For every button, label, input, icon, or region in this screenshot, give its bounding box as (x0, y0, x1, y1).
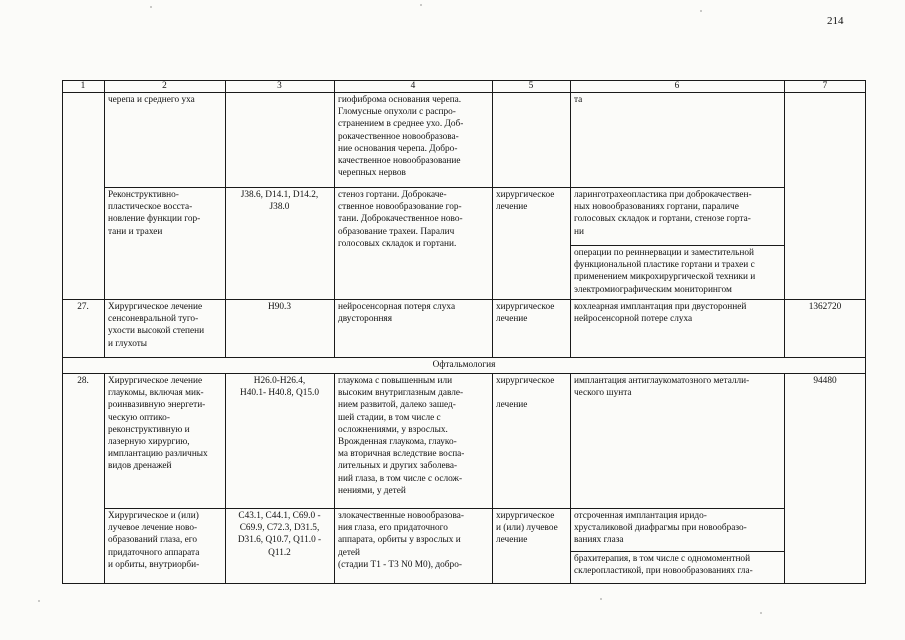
row-divider (62, 373, 866, 374)
column-header: 4 (410, 81, 416, 91)
cell-treatment-method: ларинготрахеопластика при доброкачествен- ных новообразованиях гортани, параличе голосовых складок и гортани, стенозе горта- ни (574, 190, 752, 237)
cell-method-name: Реконструктивно- пластическое восста- новление функции гор- тани и трахеи (108, 190, 201, 237)
cell-row-number: 27. (77, 302, 89, 312)
column-divider (104, 80, 105, 357)
column-header: 1 (80, 81, 86, 91)
column-divider (492, 373, 493, 584)
cell-patient-model: злокачественные новообразова- ния глаза, его придаточного аппарата, орбиты у взрослых и детей (стадии T1 - T3 N0 M0), добро- (338, 511, 464, 570)
cell-method-name: черепа и среднего уха (108, 95, 195, 105)
scan-speck (600, 598, 602, 600)
column-header: 3 (277, 81, 282, 91)
cell-treatment-method: имплантация антиглаукоматозного металли- ческого шунта (574, 376, 750, 399)
column-divider (104, 373, 105, 584)
cell-icd-codes: H90.3 (268, 302, 291, 312)
header-row-divider (62, 92, 866, 93)
column-divider (784, 373, 785, 584)
cell-treatment-type: хирургическое лечение (496, 190, 555, 213)
column-header: 7 (822, 81, 828, 91)
cell-patient-model: стеноз гортани. Доброкаче- ственное новообразование гор- тани. Доброкачественное ново- образование трахеи. Паралич голосовых складок и гортани. (338, 190, 463, 249)
row-divider (104, 508, 784, 509)
cell-icd-codes: H26.0-H26.4, H40.1- H40.8, Q15.0 (239, 376, 320, 399)
column-divider (570, 80, 571, 357)
page-number: 214 (827, 15, 844, 27)
cell-method-name: Хирургическое лечение глаукомы, включая мик- роинвазивную энергети- ческую оптико- реконструктивную и лазерную хирургию, имплантацию различных видов дренажей (108, 376, 208, 472)
column-divider (570, 373, 571, 584)
column-header: 2 (162, 81, 167, 91)
column-header: 6 (674, 81, 680, 91)
cell-method-name: Хирургическое лечение сенсоневральной туго- ухости высокой степени и глухоты (108, 302, 205, 349)
cell-row-number: 28. (77, 376, 89, 386)
cell-treatment-type: хирургическое лечение (496, 302, 555, 325)
column-header: 5 (528, 81, 534, 91)
scan-speck (38, 600, 40, 602)
cell-method-name: Хирургическое и (или) лучевое лечение ново- образований глаза, его придаточного аппарата и орбиты, внутриорби- (108, 511, 200, 570)
cell-cost: 1362720 (808, 302, 842, 312)
scan-speck (760, 612, 762, 614)
cell-treatment-method: та (574, 95, 583, 105)
column-divider (334, 80, 335, 357)
cell-patient-model: глаукома с повышенным или высоким внутриглазным давле- нием развитой, далеко зашед- шей стадии, в том числе с осложнениями, у взрослых. Врожденная глаукома, глауко- ма вторичная вследствие воспа- лительных и других заболева- ний глаза, в том числе с ослож- нениями, у детей (338, 376, 465, 496)
row-divider (570, 245, 784, 246)
section-heading: Офтальмология (432, 360, 496, 370)
column-divider (784, 80, 785, 357)
column-divider (225, 80, 226, 357)
cell-treatment-method: кохлеарная имплантация при двусторонней нейросенсорной потере слуха (574, 302, 747, 325)
cell-icd-codes: C43.1, C44.1, C69.0 - C69.9, C72.3, D31.5, D31.6, Q10.7, Q11.0 - Q11.2 (237, 511, 322, 558)
cell-treatment-type: хирургическое и (или) лучевое лечение (496, 511, 558, 546)
procedures-table (62, 80, 866, 584)
cell-treatment-type: хирургическое лечение (496, 376, 555, 411)
row-divider (62, 357, 866, 358)
cell-patient-model: нейросенсорная потеря слуха двусторонняя (338, 302, 456, 325)
cell-treatment-method: брахитерапия, в том числе с одномоментной склеропластикой, при новообразованиях гла- (574, 554, 753, 577)
table-border-right (865, 80, 866, 584)
cell-icd-codes: J38.6, D14.1, D14.2, J38.0 (240, 190, 319, 213)
row-divider (570, 551, 784, 552)
cell-cost: 94480 (813, 376, 837, 386)
scan-speck (420, 4, 422, 6)
cell-treatment-method: операции по реиннервации и заместительной функциональной пластике гортани и трахеи с применением микрохирургической техники и электромиографическим мониторингом (574, 248, 756, 295)
row-divider (62, 299, 866, 300)
table-border-bottom (62, 583, 866, 584)
column-divider (492, 80, 493, 357)
table-border-left (62, 80, 63, 584)
cell-treatment-method: отсроченная имплантация иридо- хрусталиковой диафрагмы при новообразо- ваниях глаза (574, 511, 747, 546)
row-divider (104, 187, 784, 188)
column-divider (334, 373, 335, 584)
scan-speck (150, 6, 152, 8)
scan-speck (700, 10, 702, 12)
cell-patient-model: гиофиброма основания черепа. Гломусные опухоли с распро- странением в среднее ухо. Доб- рокачественное новообразова- ние основания черепа. Добро- качественное новообразование черепных нервов (338, 95, 464, 179)
